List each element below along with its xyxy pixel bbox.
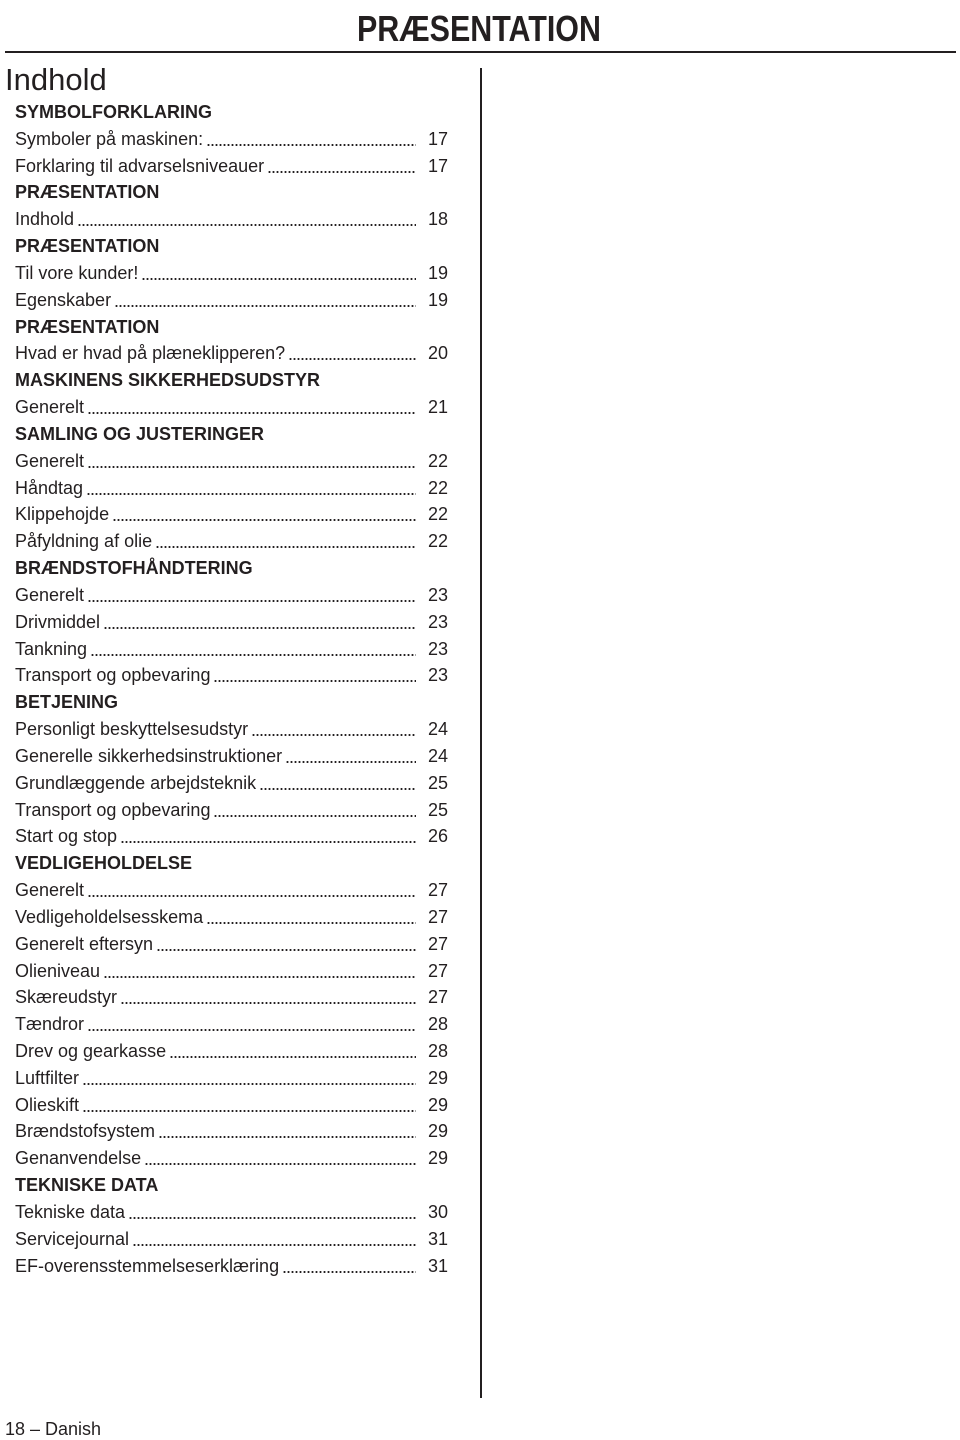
dot-leader — [283, 1253, 416, 1280]
toc-entry-label: Klippehojde — [15, 504, 110, 525]
dot-leader — [142, 260, 416, 287]
toc-entry-page-number: 27 — [427, 960, 448, 981]
toc-entry-page-number: 19 — [427, 289, 448, 310]
dot-leader — [83, 1065, 416, 1092]
toc-entry — [15, 958, 448, 985]
toc-entry — [15, 797, 448, 824]
toc-section-heading: SAMLING OG JUSTERINGER — [15, 423, 265, 444]
toc-entry-page-number: 25 — [427, 772, 448, 793]
toc-entry-label: Påfyldning af olie — [15, 531, 153, 552]
dot-leader — [260, 770, 416, 797]
toc-title: Indhold — [5, 62, 107, 97]
header-divider — [5, 51, 956, 53]
toc-entry-label: Genanvendelse — [15, 1148, 142, 1169]
toc-entry — [15, 823, 448, 850]
toc-entry-label: Generelt eftersyn — [15, 933, 154, 954]
toc-entry-page-number: 22 — [427, 504, 448, 525]
dot-leader — [88, 448, 416, 475]
toc-entry-page-number: 23 — [427, 584, 448, 605]
dot-leader — [214, 662, 416, 689]
toc-entry — [15, 260, 448, 287]
toc-entry — [15, 984, 448, 1011]
toc-entry-label: Grundlæggende arbejdsteknik — [15, 772, 257, 793]
toc-entry-label: Servicejournal — [15, 1228, 130, 1249]
dot-leader — [115, 287, 416, 314]
toc-entry-label: Transport og opbevaring — [15, 665, 211, 686]
dot-leader — [88, 1011, 416, 1038]
toc-entry — [15, 1226, 448, 1253]
toc-entry-page-number: 31 — [427, 1228, 448, 1249]
toc-entry-label: Personligt beskyttelsesudstyr — [15, 719, 249, 740]
dot-leader — [207, 126, 416, 153]
dot-leader — [88, 394, 416, 421]
toc-entry — [15, 1038, 448, 1065]
toc-section-heading: PRÆSENTATION — [15, 236, 160, 257]
dot-leader — [145, 1145, 416, 1172]
toc-entry — [15, 609, 448, 636]
toc-entry-label: Egenskaber — [15, 289, 112, 310]
toc-entry — [15, 475, 448, 502]
dot-leader — [133, 1226, 416, 1253]
toc-entry — [15, 1199, 448, 1226]
toc-entry-label: Generelt — [15, 450, 85, 471]
toc-entry — [15, 1011, 448, 1038]
toc-entry-page-number: 23 — [427, 638, 448, 659]
dot-leader — [252, 716, 416, 743]
toc-entry — [15, 1253, 448, 1280]
dot-leader — [286, 743, 416, 770]
dot-leader — [83, 1092, 416, 1119]
toc-entry — [15, 501, 448, 528]
dot-leader — [214, 797, 416, 824]
toc-entry-label: Luftfilter — [15, 1067, 80, 1088]
toc-section-heading: SYMBOLFORKLARING — [15, 102, 212, 122]
toc-entry — [15, 1092, 448, 1119]
toc-entry — [15, 743, 448, 770]
toc-entry-label: Transport og opbevaring — [15, 799, 211, 820]
dot-leader — [121, 823, 416, 850]
toc-entry — [15, 582, 448, 609]
toc-entry — [15, 340, 448, 367]
toc-entry-label: Drev og gearkasse — [15, 1040, 167, 1061]
dot-leader — [104, 958, 416, 985]
dot-leader — [113, 501, 416, 528]
toc-entry-page-number: 29 — [427, 1148, 448, 1169]
toc-entry — [15, 904, 448, 931]
toc-entry-label: Tankning — [15, 638, 88, 659]
dot-leader — [156, 528, 416, 555]
toc-entry — [15, 528, 448, 555]
toc-entry-page-number: 17 — [427, 128, 448, 149]
toc-entry-label: Symboler på maskinen: — [15, 128, 204, 149]
toc-entry-page-number: 30 — [427, 1201, 448, 1222]
toc-entry-page-number: 29 — [427, 1094, 448, 1115]
toc-section-heading: PRÆSENTATION — [15, 182, 160, 203]
toc-entry-label: EF-overensstemmelseserklæring — [15, 1255, 280, 1276]
toc-entry-label: Forklaring til advarselsniveauer — [15, 155, 265, 176]
dot-leader — [207, 904, 416, 931]
toc-entry-page-number: 23 — [427, 665, 448, 686]
dot-leader — [170, 1038, 416, 1065]
toc-section-heading: TEKNISKE DATA — [15, 1175, 159, 1196]
dot-leader — [87, 475, 416, 502]
toc-entry-label: Drivmiddel — [15, 611, 101, 632]
toc-entry — [15, 126, 448, 153]
toc-entry-label: Vedligeholdelsesskema — [15, 906, 204, 927]
dot-leader — [88, 582, 416, 609]
toc-entry-page-number: 27 — [427, 880, 448, 901]
toc-entry-page-number: 26 — [427, 826, 448, 847]
toc-entry — [15, 153, 448, 180]
toc-entry-page-number: 28 — [427, 1014, 448, 1035]
toc-entry-label: Generelt — [15, 397, 85, 418]
toc-entry-page-number: 28 — [427, 1040, 448, 1061]
toc-entry — [15, 287, 448, 314]
page-section-title: PRÆSENTATION — [357, 8, 601, 49]
toc-entry-page-number: 25 — [427, 799, 448, 820]
toc-section-heading: BETJENING — [15, 692, 119, 713]
toc-section-heading: BRÆNDSTOFHÅNDTERING — [15, 558, 253, 579]
toc-entry-label: Håndtag — [15, 477, 84, 498]
toc-entry-label: Til vore kunder! — [15, 262, 139, 283]
toc-entry-page-number: 22 — [427, 450, 448, 471]
toc-entry-page-number: 29 — [427, 1067, 448, 1088]
toc-entry-page-number: 22 — [427, 477, 448, 498]
toc-entry-page-number: 29 — [427, 1121, 448, 1142]
toc-entry-label: Generelt — [15, 584, 85, 605]
table-of-contents — [15, 99, 448, 1279]
toc-entry-label: Hvad er hvad på plæneklipperen? — [15, 343, 286, 364]
toc-entry — [15, 1145, 448, 1172]
toc-entry-page-number: 27 — [427, 906, 448, 927]
toc-entry-label: Indhold — [15, 209, 75, 230]
toc-entry-page-number: 24 — [427, 719, 448, 740]
dot-leader — [91, 636, 416, 663]
dot-leader — [88, 877, 416, 904]
dot-leader — [104, 609, 416, 636]
toc-entry — [15, 770, 448, 797]
toc-entry — [15, 931, 448, 958]
toc-entry — [15, 1065, 448, 1092]
toc-entry — [15, 662, 448, 689]
toc-entry — [15, 716, 448, 743]
toc-entry-label: Olieskift — [15, 1094, 80, 1115]
toc-entry-page-number: 17 — [427, 155, 448, 176]
toc-entry-page-number: 31 — [427, 1255, 448, 1276]
toc-section-heading: MASKINENS SIKKERHEDSUDSTYR — [15, 370, 321, 391]
dot-leader — [159, 1118, 416, 1145]
toc-entry-page-number: 27 — [427, 933, 448, 954]
toc-entry-page-number: 22 — [427, 531, 448, 552]
dot-leader — [268, 153, 416, 180]
column-divider — [480, 68, 482, 1398]
page-footer: 18 – Danish — [5, 1419, 102, 1439]
toc-section-heading: PRÆSENTATION — [15, 316, 160, 337]
toc-entry-label: Tændror — [15, 1014, 85, 1035]
dot-leader — [78, 206, 416, 233]
toc-section-heading: VEDLIGEHOLDELSE — [15, 853, 193, 874]
toc-entry — [15, 448, 448, 475]
toc-entry-label: Brændstofsystem — [15, 1121, 156, 1142]
toc-entry-label: Start og stop — [15, 826, 118, 847]
toc-entry — [15, 394, 448, 421]
toc-entry-label: Skæreudstyr — [15, 987, 118, 1008]
toc-entry — [15, 877, 448, 904]
toc-entry-label: Tekniske data — [15, 1201, 126, 1222]
toc-entry-page-number: 21 — [427, 397, 448, 418]
dot-leader — [289, 340, 416, 367]
toc-entry — [15, 206, 448, 233]
dot-leader — [121, 984, 416, 1011]
toc-entry-page-number: 19 — [427, 262, 448, 283]
toc-entry-page-number: 23 — [427, 611, 448, 632]
toc-entry-page-number: 27 — [427, 987, 448, 1008]
toc-entry-label: Generelle sikkerhedsinstruktioner — [15, 745, 283, 766]
toc-entry-page-number: 24 — [427, 745, 448, 766]
toc-entry — [15, 636, 448, 663]
toc-entry-page-number: 20 — [427, 343, 448, 364]
toc-entry — [15, 1118, 448, 1145]
dot-leader — [157, 931, 416, 958]
toc-entry-label: Olieniveau — [15, 960, 101, 981]
toc-entry-page-number: 18 — [427, 209, 448, 230]
dot-leader — [129, 1199, 416, 1226]
toc-entry-label: Generelt — [15, 880, 85, 901]
